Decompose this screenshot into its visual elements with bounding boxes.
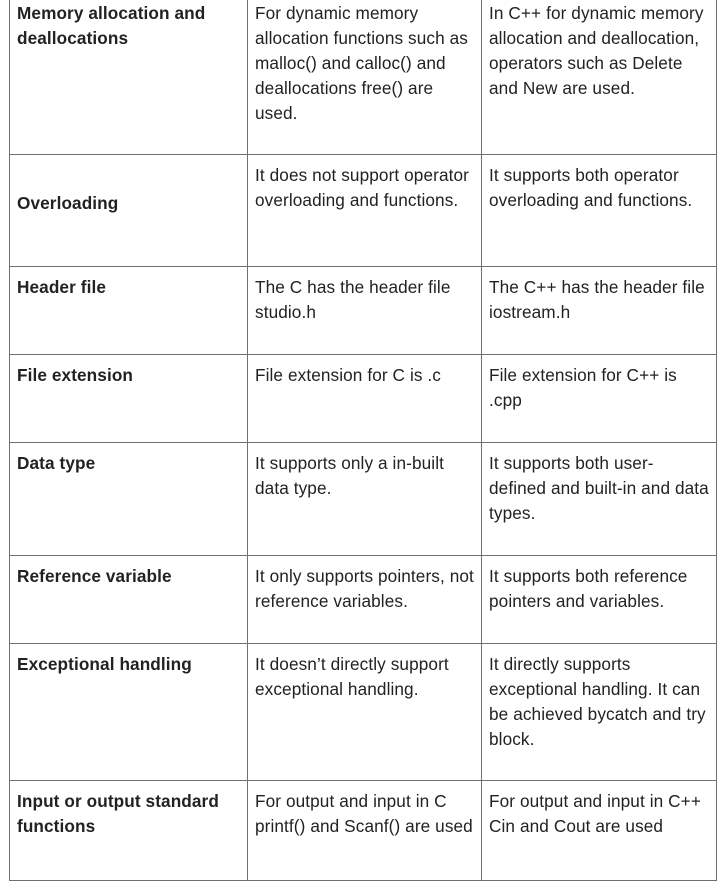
c-cell: File extension for C is .c [248, 355, 482, 443]
c-cell: For output and input in C printf() and Scanf() are used [248, 781, 482, 881]
cpp-cell: File extension for C++ is .cpp [482, 355, 717, 443]
cpp-cell: It supports both reference pointers and variables. [482, 556, 717, 644]
cpp-cell: It supports both user-defined and built-in and data types. [482, 443, 717, 556]
feature-cell [10, 155, 248, 267]
cpp-cell: The C++ has the header file iostream.h [482, 267, 717, 355]
feature-cell: Reference variable [10, 556, 248, 644]
feature-cell: Header file [10, 267, 248, 355]
feature-cell: Data type [10, 443, 248, 556]
c-cell: It does not support operator overloading and functions. [248, 155, 482, 267]
cpp-cell: In C++ for dynamic memory allocation and deallocation, operators such as Delete and New are used. [482, 0, 717, 155]
cpp-cell: It directly supports exceptional handling. It can be achieved bycatch and try block. [482, 644, 717, 781]
c-cell: It doesn’t directly support exceptional handling. [248, 644, 482, 781]
feature-cell: Exceptional handling [10, 644, 248, 781]
cpp-cell: It supports both operator overloading and functions. [482, 155, 717, 267]
table-row [10, 355, 717, 443]
table-row [10, 267, 717, 355]
c-cell: It supports only a in-built data type. [248, 443, 482, 556]
cpp-cell: For output and input in C++ Cin and Cout are used [482, 781, 717, 881]
feature-cell: Input or output standard functions [10, 781, 248, 881]
comparison-table [9, 0, 717, 881]
table-row [10, 155, 717, 267]
table-row [10, 556, 717, 644]
table-row [10, 443, 717, 556]
table-row [10, 0, 717, 155]
feature-label: Overloading [17, 193, 119, 213]
feature-cell: Memory allocation and deallocations [10, 0, 248, 155]
c-cell: It only supports pointers, not reference variables. [248, 556, 482, 644]
table-row [10, 644, 717, 781]
c-cell: The C has the header file studio.h [248, 267, 482, 355]
c-cell: For dynamic memory allocation functions such as malloc() and calloc() and deallocations free() are used. [248, 0, 482, 155]
feature-cell: File extension [10, 355, 248, 443]
